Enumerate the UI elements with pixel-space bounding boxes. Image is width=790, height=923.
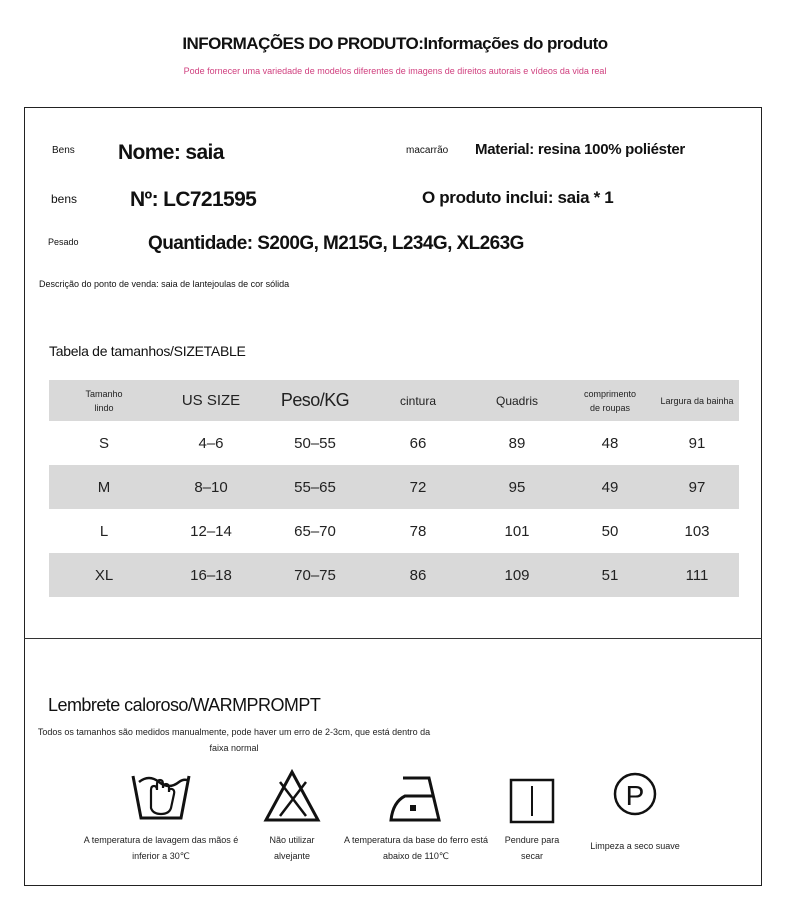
size-table-header-row xyxy=(49,380,739,421)
cell-hem-width: 91 xyxy=(688,434,706,452)
care-label: Limpeza a seco suave xyxy=(590,841,680,851)
page-subtitle: Pode fornecer uma variedade de modelos diferentes de imagens de direitos autorais e vídeos da vida real xyxy=(183,66,607,76)
cell-us-size: 4–6 xyxy=(198,434,224,452)
header-hem-width: Largura da bainha xyxy=(660,395,734,406)
cell-waist: 72 xyxy=(409,478,427,496)
cell-waist: 66 xyxy=(409,434,427,452)
svg-text:P: P xyxy=(625,780,645,811)
table-row xyxy=(49,509,739,553)
cell-weight: 50–55 xyxy=(294,434,336,452)
cell-length: 51 xyxy=(601,566,619,584)
size-table xyxy=(49,380,739,597)
hang-dry-icon xyxy=(507,768,557,824)
care-iron xyxy=(338,768,494,864)
cell-size: S xyxy=(98,434,109,452)
cell-us-size: 8–10 xyxy=(194,478,228,496)
product-includes: O produto inclui: saia * 1 xyxy=(422,188,614,207)
cell-weight: 65–70 xyxy=(294,522,336,540)
care-no-bleach xyxy=(260,768,324,864)
product-number: Nº: LC721595 xyxy=(130,188,257,211)
cell-us-size: 16–18 xyxy=(190,566,232,584)
cell-hem-width: 97 xyxy=(688,478,706,496)
care-label: A temperatura de lavagem das mãos é inferior a 30℃ xyxy=(83,835,239,861)
warm-note: Todos os tamanhos são medidos manualmente, pode haver um erro de 2-3cm, que está dentro da faixa normal xyxy=(37,727,431,753)
cell-hem-width: 103 xyxy=(684,522,710,540)
header-length: comprimento de roupas xyxy=(583,388,637,413)
header-size: Tamanho lindo xyxy=(85,388,123,413)
product-quantity: Quantidade: S200G, M215G, L234G, XL263G xyxy=(148,233,524,254)
cell-waist: 78 xyxy=(409,522,427,540)
warm-heading: Lembrete caloroso/WARMPROMPT xyxy=(48,695,321,715)
care-label: Pendure para secar xyxy=(504,835,560,861)
no-bleach-icon xyxy=(262,768,322,824)
cell-hips: 95 xyxy=(508,478,526,496)
table-row xyxy=(49,465,739,509)
care-hang-dry xyxy=(500,768,564,864)
cell-weight: 70–75 xyxy=(294,566,336,584)
table-row xyxy=(49,553,739,597)
header-waist: cintura xyxy=(399,393,437,408)
cell-hips: 101 xyxy=(504,522,530,540)
cell-hem-width: 111 xyxy=(685,566,709,584)
cell-weight: 55–65 xyxy=(294,478,336,496)
cell-hips: 89 xyxy=(508,434,526,452)
row1-label: Bens xyxy=(52,145,75,156)
care-label: Não utilizar alvejante xyxy=(269,835,315,861)
material-label: macarrão xyxy=(406,145,449,156)
care-hand-wash xyxy=(78,768,244,864)
product-material: Material: resina 100% poliéster xyxy=(475,141,685,158)
table-row xyxy=(49,421,739,465)
care-dry-clean xyxy=(580,768,690,854)
care-label: A temperatura da base do ferro está abaixo de 110℃ xyxy=(343,835,489,861)
row3-label: Pesado xyxy=(48,237,79,247)
section-divider xyxy=(24,638,762,639)
cell-us-size: 12–14 xyxy=(190,522,232,540)
cell-waist: 86 xyxy=(409,566,427,584)
cell-length: 50 xyxy=(601,522,619,540)
cell-length: 49 xyxy=(601,478,619,496)
header-us-size: US SIZE xyxy=(181,392,241,409)
page-title: INFORMAÇÕES DO PRODUTO:Informações do produto xyxy=(182,34,608,53)
header-hips: Quadris xyxy=(495,393,539,408)
row2-label: bens xyxy=(51,192,78,206)
cell-hips: 109 xyxy=(504,566,530,584)
size-table-heading: Tabela de tamanhos/SIZETABLE xyxy=(49,343,246,359)
cell-length: 48 xyxy=(601,434,619,452)
cell-size: M xyxy=(97,478,111,496)
hand-wash-icon xyxy=(129,768,193,824)
iron-icon xyxy=(385,768,447,824)
header-weight: Peso/KG xyxy=(280,390,350,410)
dry-clean-icon xyxy=(610,768,660,824)
cell-size: XL xyxy=(94,566,114,584)
cell-size: L xyxy=(99,522,109,540)
product-name: Nome: saia xyxy=(118,141,224,164)
selling-point: Descrição do ponto de venda: saia de lantejoulas de cor sólida xyxy=(39,279,290,289)
